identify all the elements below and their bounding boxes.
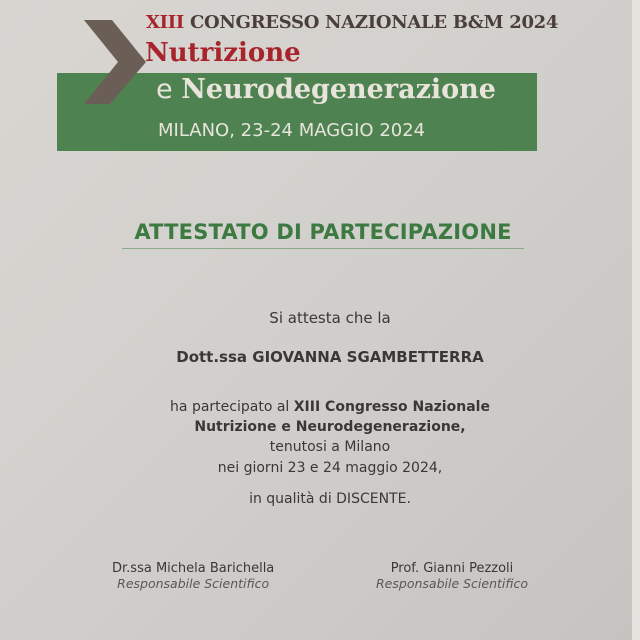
title-nutrizione: Nutrizione [145,38,301,68]
congress-name-line: Nutrizione e Neurodegenerazione, [194,419,466,435]
congress-heading: XIII CONGRESSO NAZIONALE B&M 2024 [146,12,559,33]
title-underline [122,248,524,249]
signature-barichella [112,561,274,591]
certificate-title: ATTESTATO DI PARTECIPAZIONE [134,220,512,244]
intro-text: Si attesta che la [269,309,391,327]
signatory-name: Prof. Gianni Pezzoli [390,561,514,576]
recipient-name: Dott.ssa GIOVANNA SGAMBETTERRA [176,348,484,366]
signatory-role: Responsabile Scientifico [376,576,528,591]
location-line: tenutosi a Milano [269,439,391,455]
signature-pezzoli [376,561,528,591]
signatory-name: Dr.ssa Michela Barichella [112,561,275,576]
location-dates: MILANO, 23-24 MAGGIO 2024 [158,120,426,141]
signatory-role: Responsabile Scientifico [117,576,270,591]
participation-line: ha partecipato al XIII Congresso Nazionale [170,399,490,415]
chevron-logo-icon [80,18,150,108]
role-line: in qualità di DISCENTE. [249,491,411,507]
title-neurodegenerazione: e Neurodegenerazione [156,74,496,105]
dates-line: nei giorni 23 e 24 maggio 2024, [217,460,443,476]
